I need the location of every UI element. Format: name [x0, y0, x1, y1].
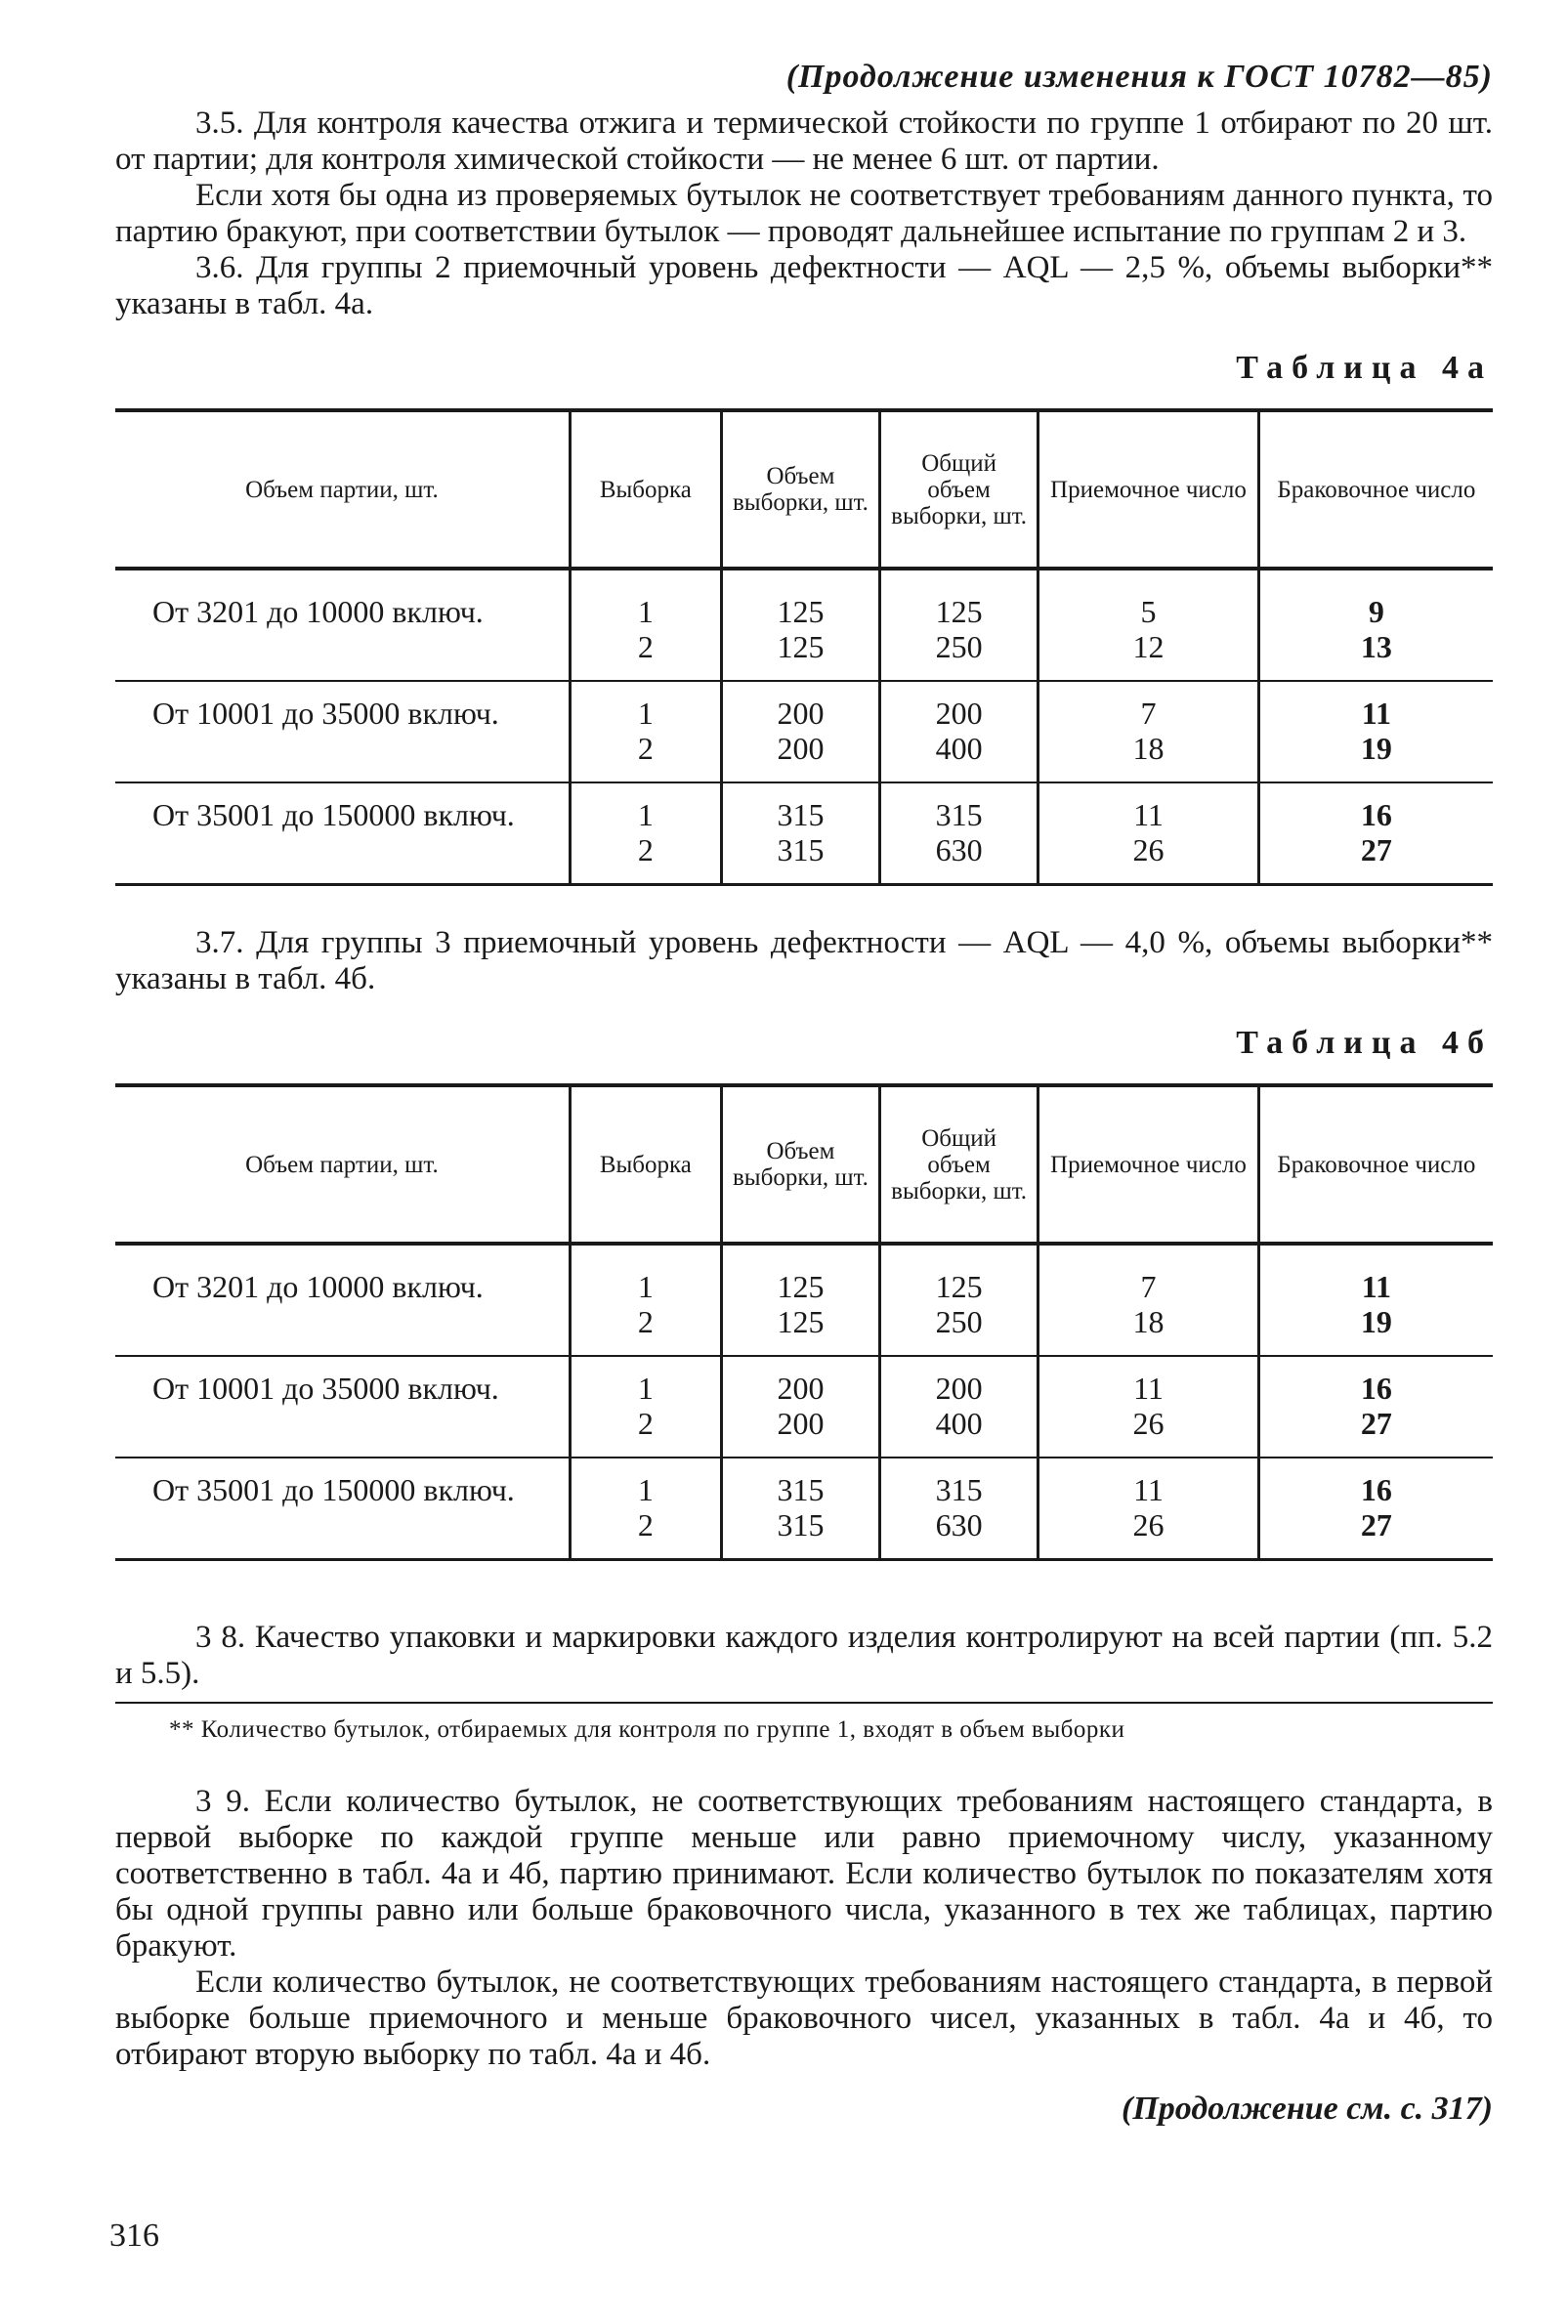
- rejection-cell: 16 27: [1258, 782, 1493, 885]
- document-page: [115, 59, 1493, 2128]
- table-row: [115, 569, 1493, 681]
- paragraph-3-7: 3.7. Для группы 3 приемочный уровень дефектности — AQL — 4,0 %, объемы выборки** указаны в табл. 4б.: [115, 925, 1493, 996]
- total-size-cell: 125 250: [880, 569, 1038, 681]
- party-cell: От 35001 до 150000 включ.: [152, 797, 515, 832]
- table-4b-caption: Таблица 4б: [1236, 1025, 1493, 1061]
- total-size-cell: 200 400: [880, 681, 1038, 782]
- header-sample-size: Объем выборки, шт.: [721, 1085, 879, 1244]
- sample-size-cell: 315 315: [721, 782, 879, 885]
- acceptance-cell: 7 18: [1038, 681, 1259, 782]
- acceptance-cell: 11 26: [1038, 1356, 1259, 1458]
- header-acceptance: Приемочное число: [1038, 410, 1259, 569]
- header-acceptance: Приемочное число: [1038, 1085, 1259, 1244]
- paragraph-3-9: 3 9. Если количество бутылок, не соответствующих требованиям настоящего стандарта, в первой выборке по каждой группе меньше или равно приемочному числу, указанному соответственно в табл. 4а и 4б, партию принимают. Если количество бутылок по показателям хотя бы одной группы равно или больше браковочного числа, указанного в тех же таблицах, партию бракуют.: [115, 1784, 1493, 1964]
- total-size-cell: 315 630: [880, 782, 1038, 885]
- table-row: [115, 782, 1493, 885]
- total-size-cell: 200 400: [880, 1356, 1038, 1458]
- sample-cell: 1 2: [570, 1244, 721, 1356]
- table-4a-caption: Таблица 4а: [1236, 350, 1493, 386]
- total-size-cell: 125 250: [880, 1244, 1038, 1356]
- rejection-cell: 16 27: [1258, 1458, 1493, 1560]
- sample-size-cell: 315 315: [721, 1458, 879, 1560]
- rejection-cell: 16 27: [1258, 1356, 1493, 1458]
- header-rejection: Браковочное число: [1258, 1085, 1493, 1244]
- sample-size-cell: 200 200: [721, 681, 879, 782]
- page-number: 316: [109, 2218, 159, 2254]
- rejection-cell: 9 13: [1258, 569, 1493, 681]
- header-party: Объем партии, шт.: [115, 410, 570, 569]
- party-cell: От 10001 до 35000 включ.: [115, 681, 570, 782]
- header-party: Объем партии, шт.: [115, 1085, 570, 1244]
- rejection-cell: 11 19: [1258, 681, 1493, 782]
- footnote-divider: [115, 1702, 1493, 1704]
- rejection-cell: 11 19: [1258, 1244, 1493, 1356]
- paragraph-3-5: 3.5. Для контроля качества отжига и термической стойкости по группе 1 отбирают по 20 шт. от партии; для контроля химической стойкости — не менее 6 шт. от партии.: [115, 106, 1493, 177]
- header-sample-size: Объем выборки, шт.: [721, 410, 879, 569]
- party-cell: От 3201 до 10000 включ.: [115, 1244, 570, 1356]
- sample-size-cell: 200 200: [721, 1356, 879, 1458]
- paragraph-3-6: 3.6. Для группы 2 приемочный уровень дефектности — AQL — 2,5 %, объемы выборки** указаны в табл. 4а.: [115, 250, 1493, 321]
- header-sample: Выборка: [570, 1085, 721, 1244]
- total-size-cell: 315 630: [880, 1458, 1038, 1560]
- table-4a: [115, 408, 1493, 886]
- sample-cell: 1 2: [570, 1356, 721, 1458]
- sample-cell: 1 2: [570, 569, 721, 681]
- paragraph-3-5-cont: Если хотя бы одна из проверяемых бутылок не соответствует требованиям данного пункта, то партию бракуют, при соответствии бутылок — проводят дальнейшее испытание по группам 2 и 3.: [115, 178, 1493, 249]
- table-row: [115, 1244, 1493, 1356]
- acceptance-cell: 11 26: [1038, 782, 1259, 885]
- running-header: (Продолжение изменения к ГОСТ 10782—85): [785, 59, 1493, 95]
- sample-size-cell: 125 125: [721, 1244, 879, 1356]
- header-total-size: Общий объем выборки, шт.: [880, 410, 1038, 569]
- acceptance-cell: 11 26: [1038, 1458, 1259, 1560]
- header-total-size: Общий объем выборки, шт.: [880, 1085, 1038, 1244]
- footnote: ** Количество бутылок, отбираемых для контроля по группе 1, входят в объем выборки: [169, 1716, 1125, 1743]
- table-4b: [115, 1083, 1493, 1561]
- sample-cell: 1 2: [570, 1458, 721, 1560]
- party-cell: От 35001 до 150000 включ.: [152, 1472, 515, 1507]
- paragraph-3-9-cont: Если количество бутылок, не соответствующих требованиям настоящего стандарта, в первой выборке больше приемочного и меньше браковочного чисел, указанных в табл. 4а и 4б, то отбирают вторую выборку по табл. 4а и 4б.: [115, 1965, 1493, 2072]
- continuation-note: (Продолжение см. с. 317): [1122, 2091, 1493, 2127]
- table-header-row: [115, 410, 1493, 569]
- acceptance-cell: 5 12: [1038, 569, 1259, 681]
- table-header-row: [115, 1085, 1493, 1244]
- party-cell: От 3201 до 10000 включ.: [115, 569, 570, 681]
- party-cell: От 10001 до 35000 включ.: [115, 1356, 570, 1458]
- paragraph-3-8: 3 8. Качество упаковки и маркировки каждого изделия контролируют на всей партии (пп. 5.2 и 5.5).: [115, 1620, 1493, 1691]
- table-row: [115, 681, 1493, 782]
- table-row: [115, 1458, 1493, 1560]
- sample-cell: 1 2: [570, 681, 721, 782]
- header-rejection: Браковочное число: [1258, 410, 1493, 569]
- sample-cell: 1 2: [570, 782, 721, 885]
- sample-size-cell: 125 125: [721, 569, 879, 681]
- header-sample: Выборка: [570, 410, 721, 569]
- acceptance-cell: 7 18: [1038, 1244, 1259, 1356]
- table-row: [115, 1356, 1493, 1458]
